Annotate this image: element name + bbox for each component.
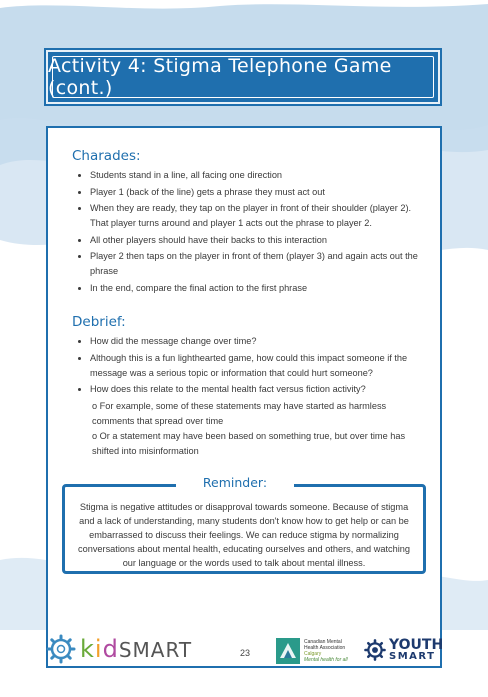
list-item: • Player 2 then taps on the player in front of them (player 3) and again acts out the phrase [90, 249, 418, 279]
list-item: • How does this relate to the mental health fact versus fiction activity? [90, 382, 418, 397]
page-number: 23 [240, 648, 251, 658]
list-item: • In the end, compare the final action to the first phrase [90, 281, 418, 296]
title-banner [46, 50, 440, 104]
page-title: Activity 4: Stigma Telephone Game (cont.) [48, 55, 392, 99]
list-item: • Although this is a fun lighthearted game, how could this impact someone if the message was a serious topic or information that could hurt someone? [90, 351, 418, 381]
youthsmart-logo [364, 638, 443, 662]
list-item: • When they are ready, they tap on the player in front of their shoulder (player 2). That player turns around and player 1 acts out the phrase to player 2. [90, 201, 418, 231]
cmha-leaf-icon [276, 638, 300, 664]
charades-heading: Charades: [72, 148, 141, 164]
debrief-subitem: o For example, some of these statements may have started as harmless comments that spread over time [92, 400, 387, 426]
cmha-text: Canadian Mental Health Association Calgary Mental health for all [304, 639, 348, 663]
kidsmart-logo [46, 634, 192, 664]
gear-icon [46, 634, 76, 664]
list-item: • Player 1 (back of the line) gets a phrase they must act out [90, 185, 418, 200]
debrief-heading: Debrief: [72, 314, 126, 330]
gear-icon [364, 639, 386, 661]
list-item: • All other players should have their backs to this interaction [90, 233, 418, 248]
debrief-list [72, 334, 418, 459]
list-item: • Students stand in a line, all facing one direction [90, 168, 418, 183]
youthsmart-wordmark: YOUTH SMART [389, 637, 444, 662]
debrief-subitem: o Or a statement may have been based on something true, but over time has shifted into misinformation [92, 430, 406, 456]
kidsmart-wordmark: kidSMART [80, 635, 193, 663]
list-item: • How did the message change over time? [90, 334, 418, 349]
reminder-label: Reminder: [176, 474, 294, 492]
charades-list [72, 168, 418, 297]
reminder-text: Stigma is negative attitudes or disapproval towards someone. Because of stigma and a lack of understanding, many students don't know how to get help or can be embarrassed to discuss their feelings. We can reduce stigma by normalizing conversations about mental health, educating ourselves and others, and watching our language or the words used to talk about mental illness. [78, 502, 410, 568]
content-card [46, 126, 442, 668]
cmha-logo [276, 638, 356, 664]
